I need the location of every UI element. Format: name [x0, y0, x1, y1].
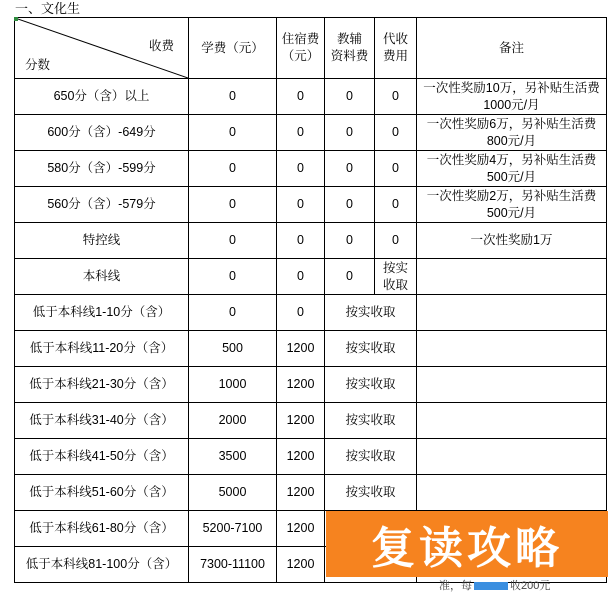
remark-cell [417, 295, 607, 331]
remark-cell: 一次性奖励2万，另补贴生活费 500元/月 [417, 187, 607, 223]
materials-cell: 0 [325, 79, 375, 115]
materials-cell: 0 [325, 187, 375, 223]
partial-remark-text: 准，每 收200元 [439, 580, 551, 592]
tuition-cell: 0 [189, 151, 277, 187]
score-cell: 580分（含）-599分 [15, 151, 189, 187]
section-heading: 一、文化生 [15, 1, 81, 16]
score-cell: 低于本科线61-80分（含） [15, 511, 189, 547]
remark-cell [417, 259, 607, 295]
agency-cell: 0 [375, 79, 417, 115]
header-remarks: 备注 [417, 18, 607, 79]
score-cell: 低于本科线41-50分（含） [15, 439, 189, 475]
remark-cell: 一次性奖励1万 [417, 223, 607, 259]
table-row [15, 259, 607, 295]
tuition-cell: 5200-7100 [189, 511, 277, 547]
remark-cell [417, 475, 607, 511]
watermark-banner: 复读攻略 [326, 511, 608, 577]
score-cell: 低于本科线51-60分（含） [15, 475, 189, 511]
lodging-cell: 1200 [277, 403, 325, 439]
tuition-cell: 0 [189, 115, 277, 151]
actual-charge-cell: 按实收取 [325, 295, 417, 331]
actual-charge-cell: 按实收取 [325, 403, 417, 439]
score-cell: 本科线 [15, 259, 189, 295]
table-row [15, 331, 607, 367]
score-cell: 低于本科线31-40分（含） [15, 403, 189, 439]
remark-cell [417, 367, 607, 403]
lodging-cell: 0 [277, 151, 325, 187]
header-fee-label: 收费 [148, 39, 174, 53]
table-row [15, 223, 607, 259]
table-row [15, 151, 607, 187]
tuition-cell: 5000 [189, 475, 277, 511]
header-materials: 教辅 资料费 [325, 18, 375, 79]
header-agency-fee: 代收 费用 [375, 18, 417, 79]
lodging-cell: 0 [277, 115, 325, 151]
table-header-row [15, 18, 607, 79]
materials-cell: 0 [325, 259, 375, 295]
lodging-cell: 0 [277, 187, 325, 223]
score-cell: 560分（含）-579分 [15, 187, 189, 223]
lodging-cell: 0 [277, 79, 325, 115]
table-row [15, 79, 607, 115]
score-cell: 低于本科线81-100分（含） [15, 547, 189, 583]
lodging-cell: 1200 [277, 511, 325, 547]
remark-cell [417, 403, 607, 439]
score-cell: 低于本科线11-20分（含） [15, 331, 189, 367]
table-row [15, 367, 607, 403]
table-row [15, 187, 607, 223]
lodging-cell: 0 [277, 223, 325, 259]
agency-cell: 0 [375, 151, 417, 187]
header-score-label: 分数 [25, 58, 51, 72]
tuition-cell: 0 [189, 187, 277, 223]
score-cell: 低于本科线1-10分（含） [15, 295, 189, 331]
remark-cell [417, 439, 607, 475]
score-cell: 特控线 [15, 223, 189, 259]
materials-cell: 0 [325, 223, 375, 259]
table-row [15, 115, 607, 151]
tuition-cell: 2000 [189, 403, 277, 439]
header-tuition: 学费（元） [189, 18, 277, 79]
tuition-cell: 0 [189, 223, 277, 259]
lodging-cell: 0 [277, 295, 325, 331]
actual-charge-cell: 按实收取 [325, 475, 417, 511]
agency-cell: 0 [375, 187, 417, 223]
table-row [15, 295, 607, 331]
remark-cell [417, 331, 607, 367]
agency-cell: 0 [375, 223, 417, 259]
remark-cell: 一次性奖励6万，另补贴生活费 800元/月 [417, 115, 607, 151]
fee-table [14, 17, 607, 583]
remark-cell: 一次性奖励10万，另补贴生活费 1000元/月 [417, 79, 607, 115]
lodging-cell: 1200 [277, 331, 325, 367]
lodging-cell: 1200 [277, 475, 325, 511]
agency-cell: 0 [375, 115, 417, 151]
actual-charge-cell: 按实收取 [325, 331, 417, 367]
header-lodging: 住宿费 （元） [277, 18, 325, 79]
agency-cell: 按实 收取 [375, 259, 417, 295]
tuition-cell: 500 [189, 331, 277, 367]
table-row [15, 439, 607, 475]
lodging-cell: 1200 [277, 367, 325, 403]
corner-marker [14, 17, 18, 21]
score-cell: 600分（含）-649分 [15, 115, 189, 151]
materials-cell: 0 [325, 151, 375, 187]
actual-charge-cell: 按实收取 [325, 367, 417, 403]
materials-cell: 0 [325, 115, 375, 151]
remark-cell: 一次性奖励4万，另补贴生活费 500元/月 [417, 151, 607, 187]
tuition-cell: 0 [189, 259, 277, 295]
lodging-cell: 1200 [277, 439, 325, 475]
actual-charge-cell: 按实收取 [325, 439, 417, 475]
diagonal-header-cell [15, 18, 189, 79]
lodging-cell: 0 [277, 259, 325, 295]
tuition-cell: 1000 [189, 367, 277, 403]
score-cell: 低于本科线21-30分（含） [15, 367, 189, 403]
tuition-cell: 3500 [189, 439, 277, 475]
table-row [15, 403, 607, 439]
table-row [15, 475, 607, 511]
tuition-cell: 0 [189, 295, 277, 331]
score-cell: 650分（含）以上 [15, 79, 189, 115]
tuition-cell: 0 [189, 79, 277, 115]
tuition-cell: 7300-11100 [189, 547, 277, 583]
lodging-cell: 1200 [277, 547, 325, 583]
